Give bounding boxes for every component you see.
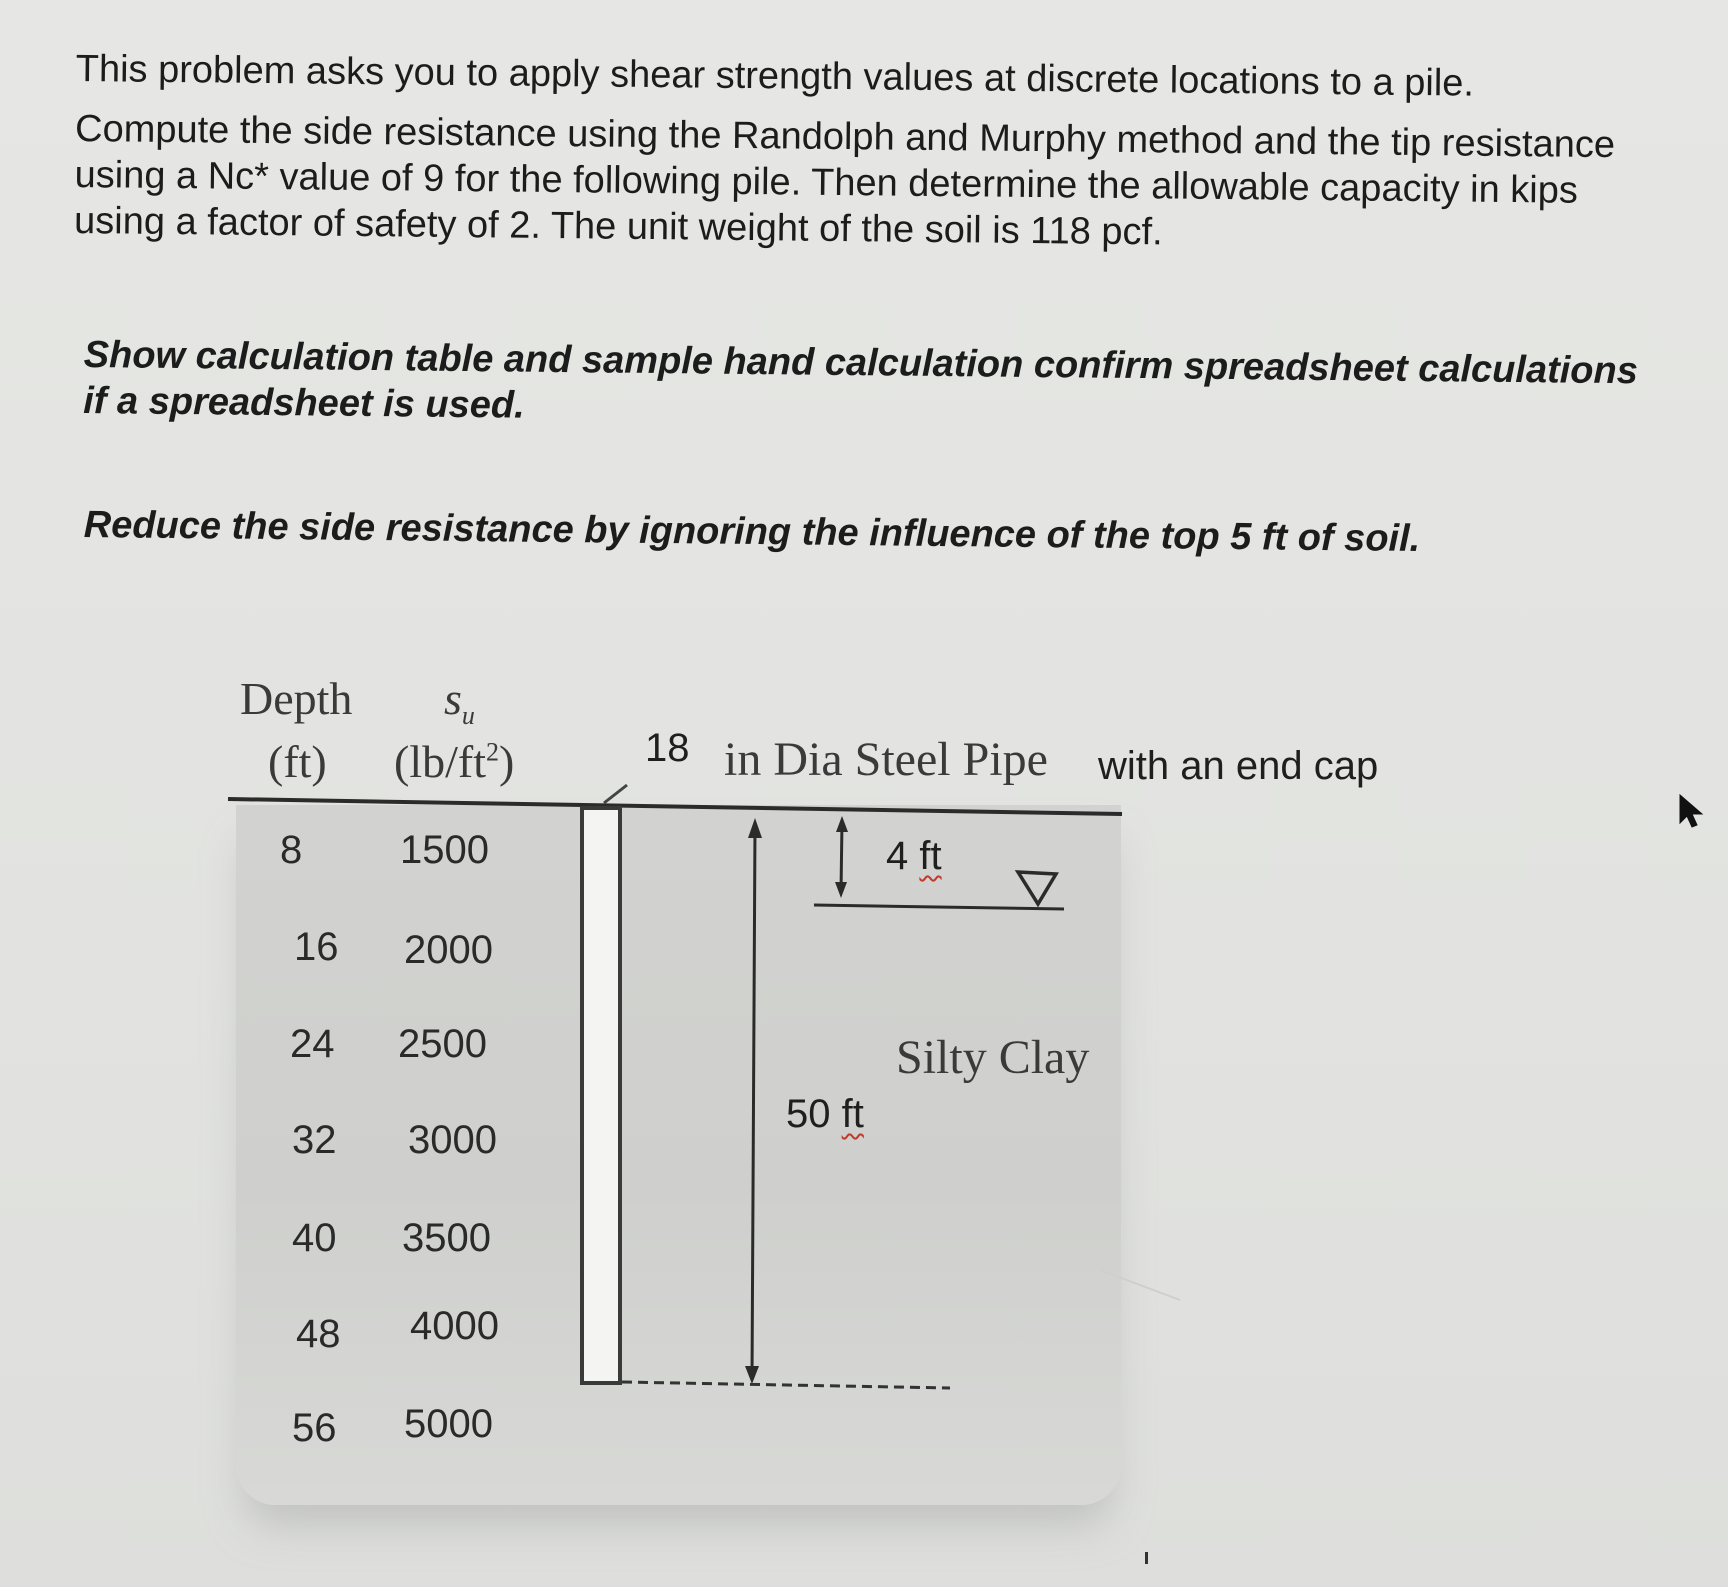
pile-length-arrow-bottom <box>745 1366 759 1384</box>
water-depth-value: 4 <box>886 834 909 878</box>
problem-line-1: This problem asks you to apply shear strength values at discrete locations to a pile. <box>75 47 1475 105</box>
pile-length-unit: ft <box>841 1092 864 1136</box>
su-unit: (lb/ft <box>394 736 486 787</box>
ground-surface-line <box>228 799 1122 814</box>
pipe-leader-line <box>604 785 627 803</box>
water-depth-arrow-top <box>836 816 848 832</box>
pile-tip-line <box>622 1382 950 1388</box>
water-depth-dimension <box>841 822 842 892</box>
pipe-diameter: 18 <box>645 726 690 770</box>
su-subscript: u <box>461 701 475 731</box>
problem-line-4: using a factor of safety of 2. The unit weight of the soil is 118 pcf. <box>73 199 1163 254</box>
su-unit-exponent: 2 <box>485 737 499 767</box>
pile-length-dimension <box>752 826 755 1378</box>
depth-cell: 40 <box>292 1216 337 1260</box>
su-cell: 2000 <box>404 928 493 972</box>
water-depth-arrow-bottom <box>835 882 847 898</box>
stray-mark <box>1145 1552 1148 1564</box>
water-table-symbol <box>1018 872 1056 904</box>
su-cell: 4000 <box>410 1304 499 1348</box>
su-cell: 5000 <box>404 1402 493 1446</box>
su-cell: 3500 <box>402 1216 491 1260</box>
soil-type-label: Silty Clay <box>896 1031 1090 1084</box>
calculation-note-line-2: if a spreadsheet is used. <box>83 379 525 427</box>
water-depth-unit: ft <box>919 834 942 878</box>
pipe-description: in Dia Steel Pipe <box>724 733 1048 786</box>
depth-cell: 48 <box>296 1312 341 1356</box>
depth-cell: 16 <box>294 925 339 969</box>
calculation-note-line-1: Show calculation table and sample hand calculation confirm spreadsheet calculations <box>83 333 1639 393</box>
pipe-end-cap-note: with an end cap <box>1098 744 1379 788</box>
depth-cell: 32 <box>292 1118 337 1162</box>
su-cell: 2500 <box>398 1022 487 1066</box>
su-symbol: s <box>444 673 462 724</box>
problem-line-2: Compute the side resistance using the Randolph and Murphy method and the tip resistance <box>74 107 1616 167</box>
su-cell: 1500 <box>400 828 489 872</box>
depth-header: Depth <box>240 673 353 724</box>
mouse-cursor-icon <box>1678 793 1708 833</box>
depth-cell: 24 <box>290 1022 335 1066</box>
depth-cell: 56 <box>292 1406 337 1450</box>
su-cell: 3000 <box>408 1118 497 1162</box>
smudge-line <box>1100 1270 1180 1300</box>
pile-length-arrow-top <box>748 818 762 838</box>
depth-unit-header: (ft) <box>268 736 327 787</box>
pile-body <box>582 808 620 1383</box>
problem-line-3: using a Nc* value of 9 for the following pile. Then determine the allowable capacity in kips <box>74 153 1579 212</box>
reduction-note-line-1: Reduce the side resistance by ignoring the influence of the top 5 ft of soil. <box>83 503 1421 560</box>
pile-length-value: 50 <box>786 1092 831 1136</box>
su-unit-close: ) <box>498 736 515 787</box>
water-table-line <box>814 905 1064 909</box>
depth-cell: 8 <box>280 828 303 872</box>
